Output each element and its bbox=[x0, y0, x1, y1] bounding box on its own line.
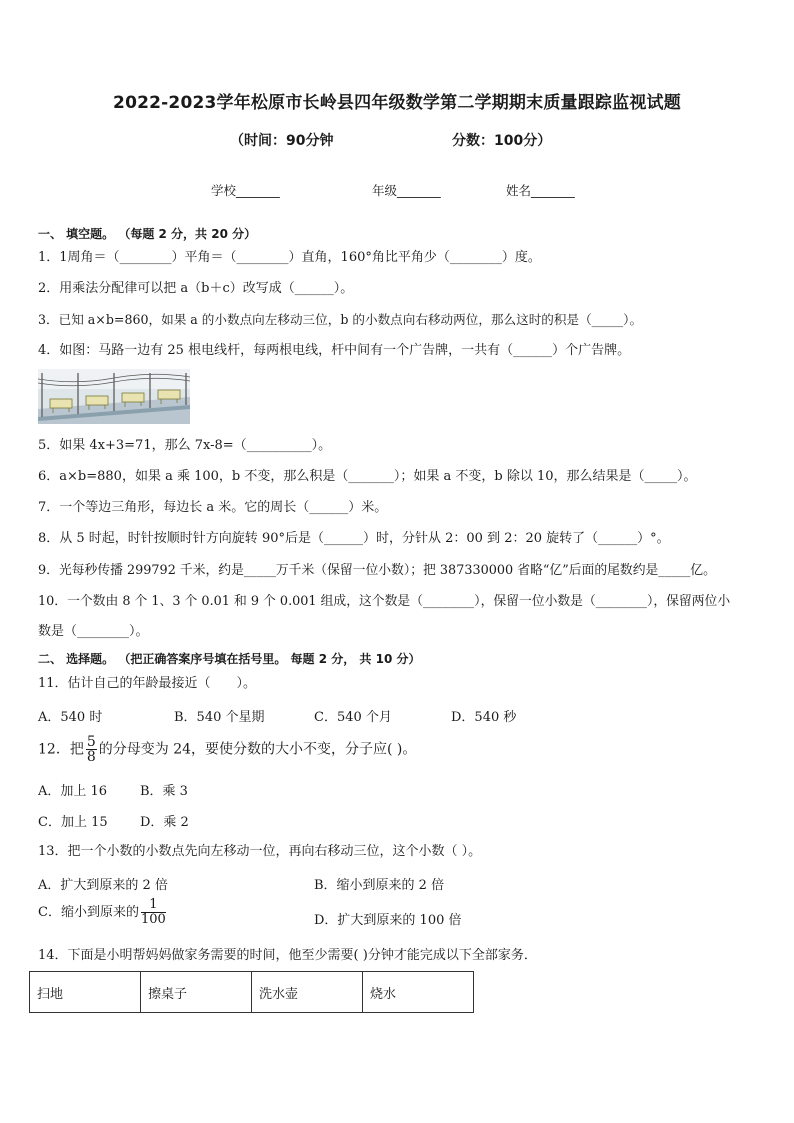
question-9: 9．光每秒传播 299792 千米，约是_____万千米（保留一位小数）；把 387330000 省略“亿”后面的尾数约是_____亿。 bbox=[38, 563, 716, 578]
chores-table bbox=[29, 971, 474, 1013]
q13-option-a: A．扩大到原来的 2 倍 bbox=[38, 878, 168, 893]
question-7: 7．一个等边三角形，每边长 a 米。它的周长（______）米。 bbox=[38, 500, 388, 515]
q13-option-d: D．扩大到原来的 100 倍 bbox=[314, 913, 462, 928]
question-2: 2．用乘法分配律可以把 a（b＋c）改写成（______）。 bbox=[38, 281, 354, 296]
q12-prefix: 12．把 bbox=[38, 741, 84, 758]
q13-option-c-text: C．缩小到原来的 bbox=[38, 905, 139, 920]
q12-fraction bbox=[86, 735, 97, 764]
q12-option-b: B．乘 3 bbox=[140, 784, 188, 799]
q11-option-a: A．540 时 bbox=[38, 710, 103, 725]
q12-suffix: 的分母变为 24，要使分数的大小不变，分子应( )。 bbox=[98, 741, 417, 758]
question-11: 11．估计自己的年龄最接近（ ）。 bbox=[38, 676, 257, 691]
q12-numerator: 5 bbox=[86, 734, 96, 750]
score-label: 分数：100分） bbox=[452, 133, 552, 149]
section-2-heading: 二、 选择题。 （把正确答案序号填在括号里。 每题 2 分， 共 10 分） bbox=[38, 652, 421, 666]
q12-option-c: C．加上 15 bbox=[38, 815, 108, 830]
q11-option-c: C．540 个月 bbox=[314, 710, 392, 725]
school-field: 学校_______ bbox=[211, 183, 280, 198]
question-3: 3．已知 a×b=860，如果 a 的小数点向左移动三位，b 的小数点向右移动两位，那么这时的积是（_____）。 bbox=[38, 312, 643, 327]
q13-option-b: B．缩小到原来的 2 倍 bbox=[314, 878, 445, 893]
q13-fraction bbox=[141, 898, 166, 927]
table-cell: 扫地 bbox=[30, 972, 141, 1013]
q12-option-d: D．乘 2 bbox=[140, 815, 189, 830]
question-13: 13．把一个小数的小数点先向左移动一位，再向右移动三位，这个小数（ ）。 bbox=[38, 844, 482, 859]
q12-option-a: A．加上 16 bbox=[38, 784, 108, 799]
question-8: 8．从 5 时起，时针按顺时针方向旋转 90°后是（______）时，分针从 2：00 到 2：20 旋转了（______）°。 bbox=[38, 531, 670, 546]
time-label: （时间：90分钟 bbox=[230, 133, 334, 149]
question-12 bbox=[38, 735, 416, 764]
name-field: 姓名_______ bbox=[506, 183, 575, 198]
q11-option-d: D．540 秒 bbox=[451, 710, 517, 725]
table-row bbox=[30, 972, 474, 1013]
road-poles-figure bbox=[38, 369, 190, 424]
question-6: 6．a×b=880，如果 a 乘 100，b 不变，那么积是（_______）；如果 a 不变，b 除以 10，那么结果是（_____）。 bbox=[38, 469, 697, 484]
q13-denominator: 100 bbox=[140, 912, 166, 927]
question-4: 4．如图：马路一边有 25 根电线杆，每两根电线，杆中间有一个广告牌，一共有（______）个广告牌。 bbox=[38, 343, 631, 358]
q13-option-c bbox=[38, 898, 168, 927]
question-1: 1．1周角＝（________）平角＝（________）直角，160°角比平角少（________）度。 bbox=[38, 250, 541, 265]
grade-field: 年级_______ bbox=[372, 183, 441, 198]
table-cell: 擦桌子 bbox=[141, 972, 252, 1013]
question-5: 5．如果 4x+3=71，那么 7x-8=（__________）。 bbox=[38, 438, 332, 453]
q11-option-b: B．540 个星期 bbox=[174, 710, 265, 725]
table-cell: 烧水 bbox=[363, 972, 474, 1013]
section-1-heading: 一、 填空题。 （每题 2 分，共 20 分） bbox=[38, 227, 257, 241]
question-10-line-1: 10．一个数由 8 个 1、3 个 0.01 和 9 个 0.001 组成，这个数是（________），保留一位小数是（________），保留两位小 bbox=[38, 594, 731, 609]
question-10-line-2: 数是（________）。 bbox=[38, 624, 149, 639]
question-14: 14．下面是小明帮妈妈做家务需要的时间，他至少需要( )分钟才能完成以下全部家务． bbox=[38, 948, 537, 963]
q13-numerator: 1 bbox=[141, 898, 166, 913]
page-title: 2022-2023学年松原市长岭县四年级数学第二学期期末质量跟踪监视试题 bbox=[113, 93, 681, 113]
q12-denominator: 8 bbox=[86, 749, 96, 765]
table-cell: 洗水壶 bbox=[252, 972, 363, 1013]
